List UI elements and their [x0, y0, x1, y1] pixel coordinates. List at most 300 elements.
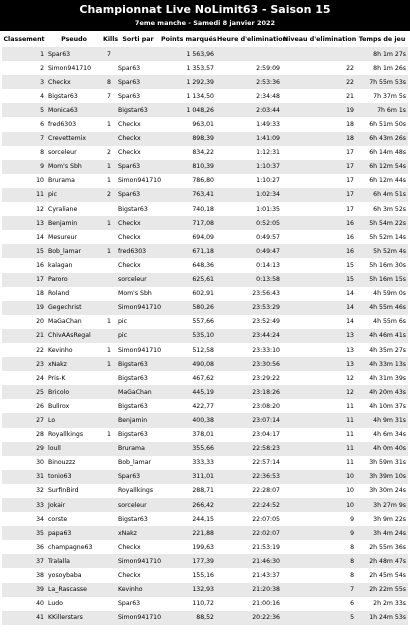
- rank-cell: 9: [2, 160, 46, 174]
- kills-cell: 7: [102, 47, 116, 61]
- rank-cell: 30: [2, 456, 46, 470]
- kills-cell: 1: [102, 160, 116, 174]
- rank-cell: 6: [2, 117, 46, 131]
- pseudo-cell: loull: [46, 442, 102, 456]
- rank-cell: 34: [2, 512, 46, 526]
- kills-cell: [102, 611, 116, 625]
- standings-table: [2, 31, 408, 625]
- table-row: [2, 540, 408, 554]
- rank-cell: 39: [2, 583, 46, 597]
- play-time-cell: 6h 43m 26s: [356, 132, 408, 146]
- points-cell: 1 048,26: [160, 103, 216, 117]
- play-time-cell: 7h 55m 53s: [356, 75, 408, 89]
- play-time-cell: 3h 27m 9s: [356, 498, 408, 512]
- elim-time-cell: 23:44:24: [216, 329, 282, 343]
- elim-time-cell: 22:28:07: [216, 484, 282, 498]
- pseudo-cell: La_Rascasse: [46, 583, 102, 597]
- pseudo-cell: kalagan: [46, 258, 102, 272]
- pseudo-cell: Paroro: [46, 273, 102, 287]
- kills-cell: [102, 583, 116, 597]
- rank-cell: 2: [2, 61, 46, 75]
- rank-cell: 32: [2, 484, 46, 498]
- table-row: [2, 315, 408, 329]
- eliminated-by-cell: sorceleur: [116, 498, 160, 512]
- play-time-cell: 2h 22m 55s: [356, 583, 408, 597]
- kills-cell: [102, 526, 116, 540]
- table-row: [2, 428, 408, 442]
- rank-cell: 26: [2, 399, 46, 413]
- elim-level-cell: 6: [282, 597, 356, 611]
- table-row: [2, 174, 408, 188]
- kills-cell: 1: [102, 117, 116, 131]
- play-time-cell: 6h 12m 44s: [356, 174, 408, 188]
- elim-level-cell: 17: [282, 160, 356, 174]
- points-cell: 490,08: [160, 357, 216, 371]
- pseudo-cell: ChivAAsRegal: [46, 329, 102, 343]
- pseudo-cell: Mesureur: [46, 230, 102, 244]
- elim-time-cell: 23:08:20: [216, 399, 282, 413]
- pseudo-cell: Simon941710: [46, 61, 102, 75]
- points-cell: 177,39: [160, 554, 216, 568]
- pseudo-cell: champagne63: [46, 540, 102, 554]
- pseudo-cell: xNakz: [46, 357, 102, 371]
- eliminated-by-cell: pic: [116, 315, 160, 329]
- elim-level-cell: 11: [282, 456, 356, 470]
- rank-cell: 23: [2, 357, 46, 371]
- pseudo-cell: Ludo: [46, 597, 102, 611]
- elim-level-cell: 13: [282, 343, 356, 357]
- pseudo-cell: sorceleur: [46, 146, 102, 160]
- elim-level-cell: [282, 47, 356, 61]
- elim-level-cell: 13: [282, 357, 356, 371]
- elim-time-cell: 22:58:23: [216, 442, 282, 456]
- elim-time-cell: 0:52:05: [216, 216, 282, 230]
- eliminated-by-cell: pic: [116, 329, 160, 343]
- table-row: [2, 287, 408, 301]
- elim-level-cell: 15: [282, 258, 356, 272]
- points-cell: 400,38: [160, 413, 216, 427]
- play-time-cell: 2h 48m 47s: [356, 554, 408, 568]
- points-cell: 199,63: [160, 540, 216, 554]
- rank-cell: 18: [2, 287, 46, 301]
- eliminated-by-cell: Bigstar63: [116, 399, 160, 413]
- elim-time-cell: 1:02:34: [216, 188, 282, 202]
- elim-level-cell: 5: [282, 611, 356, 625]
- kills-cell: [102, 442, 116, 456]
- rank-cell: 21: [2, 329, 46, 343]
- rank-cell: 22: [2, 343, 46, 357]
- rank-cell: 12: [2, 202, 46, 216]
- eliminated-by-cell: Royallkings: [116, 484, 160, 498]
- elim-time-cell: 1:10:37: [216, 160, 282, 174]
- eliminated-by-cell: Checkx: [116, 117, 160, 131]
- kills-cell: [102, 456, 116, 470]
- eliminated-by-cell: fred6303: [116, 244, 160, 258]
- points-cell: 625,61: [160, 273, 216, 287]
- points-cell: 694,09: [160, 230, 216, 244]
- kills-cell: 1: [102, 343, 116, 357]
- elim-time-cell: 23:29:22: [216, 371, 282, 385]
- elim-time-cell: 22:57:14: [216, 456, 282, 470]
- eliminated-by-cell: Spar63: [116, 61, 160, 75]
- kills-cell: [102, 103, 116, 117]
- kills-cell: [102, 470, 116, 484]
- eliminated-by-cell: Bigstar63: [116, 428, 160, 442]
- points-cell: 740,18: [160, 202, 216, 216]
- elim-level-cell: 22: [282, 75, 356, 89]
- kills-cell: [102, 597, 116, 611]
- eliminated-by-cell: Spar63: [116, 470, 160, 484]
- elim-level-cell: 16: [282, 230, 356, 244]
- col-header-elim-level: Niveau d'elimination: [283, 35, 357, 43]
- table-row: [2, 413, 408, 427]
- play-time-cell: 3h 59m 31s: [356, 456, 408, 470]
- points-cell: 467,62: [160, 371, 216, 385]
- elim-level-cell: 19: [282, 103, 356, 117]
- table-row: [2, 230, 408, 244]
- points-cell: 786,80: [160, 174, 216, 188]
- eliminated-by-cell: Spar63: [116, 75, 160, 89]
- table-row: [2, 583, 408, 597]
- elim-time-cell: 0:49:47: [216, 244, 282, 258]
- elim-time-cell: 21:46:30: [216, 554, 282, 568]
- pseudo-cell: Crevettemix: [46, 132, 102, 146]
- rank-cell: 41: [2, 611, 46, 625]
- table-row: [2, 597, 408, 611]
- elim-level-cell: 14: [282, 315, 356, 329]
- kills-cell: 2: [102, 188, 116, 202]
- eliminated-by-cell: Simon941710: [116, 174, 160, 188]
- eliminated-by-cell: Bigstar63: [116, 371, 160, 385]
- points-cell: 671,18: [160, 244, 216, 258]
- elim-time-cell: 0:14:13: [216, 258, 282, 272]
- play-time-cell: 7h 37m 5s: [356, 89, 408, 103]
- kills-cell: 2: [102, 146, 116, 160]
- elim-level-cell: 9: [282, 512, 356, 526]
- elim-time-cell: 0:13:58: [216, 273, 282, 287]
- pseudo-cell: MaGaChan: [46, 315, 102, 329]
- elim-time-cell: [216, 47, 282, 61]
- col-header-elim-time: Heure d'elimination: [217, 35, 288, 43]
- eliminated-by-cell: sorceleur: [116, 273, 160, 287]
- eliminated-by-cell: Kevinho: [116, 583, 160, 597]
- kills-cell: [102, 287, 116, 301]
- rank-cell: 5: [2, 103, 46, 117]
- pseudo-cell: Roland: [46, 287, 102, 301]
- points-cell: 155,16: [160, 568, 216, 582]
- table-row: [2, 160, 408, 174]
- table-row: [2, 343, 408, 357]
- table-row: [2, 132, 408, 146]
- elim-time-cell: 1:10:27: [216, 174, 282, 188]
- pseudo-cell: Bigstar63: [46, 89, 102, 103]
- rank-cell: 31: [2, 470, 46, 484]
- points-cell: 557,66: [160, 315, 216, 329]
- table-row: [2, 89, 408, 103]
- elim-level-cell: 11: [282, 442, 356, 456]
- rank-cell: 20: [2, 315, 46, 329]
- play-time-cell: 3h 4m 24s: [356, 526, 408, 540]
- elim-level-cell: 18: [282, 117, 356, 131]
- elim-time-cell: 22:24:52: [216, 498, 282, 512]
- kills-cell: [102, 61, 116, 75]
- kills-cell: 1: [102, 315, 116, 329]
- table-row: [2, 202, 408, 216]
- kills-cell: [102, 399, 116, 413]
- pseudo-cell: Kevinho: [46, 343, 102, 357]
- pseudo-cell: Bricolo: [46, 385, 102, 399]
- play-time-cell: 3h 9m 22s: [356, 512, 408, 526]
- eliminated-by-cell: Checkx: [116, 568, 160, 582]
- rank-cell: 37: [2, 554, 46, 568]
- rank-cell: 40: [2, 597, 46, 611]
- pseudo-cell: Brurama: [46, 174, 102, 188]
- play-time-cell: 2h 2m 33s: [356, 597, 408, 611]
- table-header-row: [2, 31, 408, 47]
- play-time-cell: 4h 0m 40s: [356, 442, 408, 456]
- elim-time-cell: 2:53:36: [216, 75, 282, 89]
- elim-time-cell: 23:07:14: [216, 413, 282, 427]
- pseudo-cell: Gegechrist: [46, 301, 102, 315]
- kills-cell: [102, 371, 116, 385]
- points-cell: 763,41: [160, 188, 216, 202]
- elim-time-cell: 1:12:31: [216, 146, 282, 160]
- eliminated-by-cell: Checkx: [116, 258, 160, 272]
- col-header-play-time: Temps de jeu: [358, 35, 406, 43]
- play-time-cell: 2h 55m 36s: [356, 540, 408, 554]
- elim-level-cell: 11: [282, 428, 356, 442]
- pseudo-cell: Jokair: [46, 498, 102, 512]
- kills-cell: 8: [102, 75, 116, 89]
- eliminated-by-cell: Checkx: [116, 216, 160, 230]
- eliminated-by-cell: [116, 47, 160, 61]
- col-header-eliminated-by: Sorti par: [122, 35, 154, 43]
- table-row: [2, 258, 408, 272]
- rank-cell: 24: [2, 371, 46, 385]
- table-row: [2, 244, 408, 258]
- play-time-cell: 4h 35m 27s: [356, 343, 408, 357]
- pseudo-cell: Binouzzz: [46, 456, 102, 470]
- points-cell: 810,39: [160, 160, 216, 174]
- elim-level-cell: 17: [282, 202, 356, 216]
- play-time-cell: 8h 1m 26s: [356, 61, 408, 75]
- elim-level-cell: 17: [282, 174, 356, 188]
- rank-cell: 25: [2, 385, 46, 399]
- play-time-cell: 4h 9m 31s: [356, 413, 408, 427]
- play-time-cell: 8h 1m 27s: [356, 47, 408, 61]
- play-time-cell: 4h 33m 13s: [356, 357, 408, 371]
- play-time-cell: 2h 45m 54s: [356, 568, 408, 582]
- play-time-cell: 7h 6m 1s: [356, 103, 408, 117]
- table-row: [2, 512, 408, 526]
- kills-cell: [102, 132, 116, 146]
- points-cell: 512,58: [160, 343, 216, 357]
- elim-time-cell: 23:56:43: [216, 287, 282, 301]
- table-body: [2, 47, 408, 625]
- elim-level-cell: 8: [282, 554, 356, 568]
- kills-cell: [102, 484, 116, 498]
- eliminated-by-cell: Checkx: [116, 540, 160, 554]
- points-cell: 648,36: [160, 258, 216, 272]
- play-time-cell: 4h 20m 43s: [356, 385, 408, 399]
- table-row: [2, 61, 408, 75]
- elim-time-cell: 2:03:44: [216, 103, 282, 117]
- pseudo-cell: SurfinBird: [46, 484, 102, 498]
- eliminated-by-cell: Brurama: [116, 442, 160, 456]
- table-row: [2, 611, 408, 625]
- play-time-cell: 4h 31m 39s: [356, 371, 408, 385]
- pseudo-cell: Checkx: [46, 75, 102, 89]
- elim-level-cell: 10: [282, 498, 356, 512]
- play-time-cell: 4h 46m 41s: [356, 329, 408, 343]
- pseudo-cell: Tralalla: [46, 554, 102, 568]
- points-cell: 445,19: [160, 385, 216, 399]
- table-row: [2, 75, 408, 89]
- elim-level-cell: 10: [282, 484, 356, 498]
- play-time-cell: 5h 16m 15s: [356, 273, 408, 287]
- pseudo-cell: Cyraliane: [46, 202, 102, 216]
- points-cell: 311,01: [160, 470, 216, 484]
- rank-cell: 38: [2, 568, 46, 582]
- eliminated-by-cell: Simon941710: [116, 611, 160, 625]
- eliminated-by-cell: Bob_lamar: [116, 456, 160, 470]
- elim-time-cell: 21:00:16: [216, 597, 282, 611]
- table-row: [2, 470, 408, 484]
- eliminated-by-cell: Bigstar63: [116, 202, 160, 216]
- elim-level-cell: 14: [282, 301, 356, 315]
- elim-time-cell: 23:30:56: [216, 357, 282, 371]
- play-time-cell: 4h 55m 46s: [356, 301, 408, 315]
- play-time-cell: 4h 6m 34s: [356, 428, 408, 442]
- eliminated-by-cell: Spar63: [116, 160, 160, 174]
- elim-level-cell: 12: [282, 371, 356, 385]
- kills-cell: 1: [102, 244, 116, 258]
- elim-level-cell: 21: [282, 89, 356, 103]
- table-row: [2, 385, 408, 399]
- elim-time-cell: 21:53:19: [216, 540, 282, 554]
- play-time-cell: 5h 52m 4s: [356, 244, 408, 258]
- page-title: Championnat Live NoLimit63 - Saison 15: [79, 3, 331, 16]
- table-row: [2, 399, 408, 413]
- table-row: [2, 146, 408, 160]
- pseudo-cell: Bob_lamar: [46, 244, 102, 258]
- rank-cell: 35: [2, 526, 46, 540]
- col-header-pseudo: Pseudo: [61, 35, 87, 43]
- elim-time-cell: 1:41:09: [216, 132, 282, 146]
- points-cell: 963,01: [160, 117, 216, 131]
- table-row: [2, 442, 408, 456]
- elim-time-cell: 20:22:36: [216, 611, 282, 625]
- eliminated-by-cell: Benjamin: [116, 413, 160, 427]
- points-cell: 288,71: [160, 484, 216, 498]
- table-row: [2, 103, 408, 117]
- eliminated-by-cell: xNakz: [116, 526, 160, 540]
- eliminated-by-cell: Mom's Sbh: [116, 287, 160, 301]
- pseudo-cell: yosoybaba: [46, 568, 102, 582]
- elim-level-cell: 9: [282, 526, 356, 540]
- elim-level-cell: 11: [282, 399, 356, 413]
- rank-cell: 13: [2, 216, 46, 230]
- col-header-kills: Kills: [103, 35, 119, 43]
- points-cell: 266,42: [160, 498, 216, 512]
- kills-cell: [102, 568, 116, 582]
- elim-time-cell: 1:01:35: [216, 202, 282, 216]
- elim-level-cell: 16: [282, 216, 356, 230]
- kills-cell: [102, 554, 116, 568]
- rank-cell: 15: [2, 244, 46, 258]
- kills-cell: 1: [102, 428, 116, 442]
- eliminated-by-cell: Simon941710: [116, 301, 160, 315]
- rank-cell: 29: [2, 442, 46, 456]
- points-cell: 422,77: [160, 399, 216, 413]
- points-cell: 88,52: [160, 611, 216, 625]
- table-row: [2, 554, 408, 568]
- rank-cell: 16: [2, 258, 46, 272]
- elim-time-cell: 2:59:09: [216, 61, 282, 75]
- play-time-cell: 3h 39m 10s: [356, 470, 408, 484]
- kills-cell: [102, 413, 116, 427]
- rank-cell: 1: [2, 47, 46, 61]
- kills-cell: [102, 301, 116, 315]
- rank-cell: 36: [2, 540, 46, 554]
- points-cell: 717,08: [160, 216, 216, 230]
- pseudo-cell: Lo: [46, 413, 102, 427]
- points-cell: 244,15: [160, 512, 216, 526]
- elim-time-cell: 2:34:48: [216, 89, 282, 103]
- rank-cell: 33: [2, 498, 46, 512]
- play-time-cell: 4h 10m 37s: [356, 399, 408, 413]
- rank-cell: 11: [2, 188, 46, 202]
- play-time-cell: 5h 16m 30s: [356, 258, 408, 272]
- play-time-cell: 6h 14m 48s: [356, 146, 408, 160]
- pseudo-cell: Pris-K: [46, 371, 102, 385]
- play-time-cell: 6h 3m 52s: [356, 202, 408, 216]
- kills-cell: [102, 202, 116, 216]
- pseudo-cell: Benjamin: [46, 216, 102, 230]
- rank-cell: 4: [2, 89, 46, 103]
- points-cell: 110,72: [160, 597, 216, 611]
- points-cell: 1 134,50: [160, 89, 216, 103]
- kills-cell: [102, 540, 116, 554]
- rank-cell: 8: [2, 146, 46, 160]
- elim-time-cell: 23:53:29: [216, 301, 282, 315]
- rank-cell: 7: [2, 132, 46, 146]
- eliminated-by-cell: Checkx: [116, 146, 160, 160]
- pseudo-cell: Mom's Sbh: [46, 160, 102, 174]
- play-time-cell: 5h 52m 14s: [356, 230, 408, 244]
- kills-cell: [102, 273, 116, 287]
- table-row: [2, 216, 408, 230]
- kills-cell: [102, 385, 116, 399]
- pseudo-cell: Spar63: [46, 47, 102, 61]
- rank-cell: 14: [2, 230, 46, 244]
- kills-cell: [102, 512, 116, 526]
- points-cell: 132,93: [160, 583, 216, 597]
- table-row: [2, 273, 408, 287]
- elim-time-cell: 23:18:26: [216, 385, 282, 399]
- elim-level-cell: 11: [282, 413, 356, 427]
- pseudo-cell: pic: [46, 188, 102, 202]
- elim-level-cell: 13: [282, 329, 356, 343]
- table-row: [2, 357, 408, 371]
- elim-time-cell: 22:36:53: [216, 470, 282, 484]
- eliminated-by-cell: MaGaChan: [116, 385, 160, 399]
- header-banner: [0, 0, 410, 31]
- play-time-cell: 4h 59m 0s: [356, 287, 408, 301]
- pseudo-cell: KKillerstars: [46, 611, 102, 625]
- pseudo-cell: corste: [46, 512, 102, 526]
- elim-time-cell: 23:33:10: [216, 343, 282, 357]
